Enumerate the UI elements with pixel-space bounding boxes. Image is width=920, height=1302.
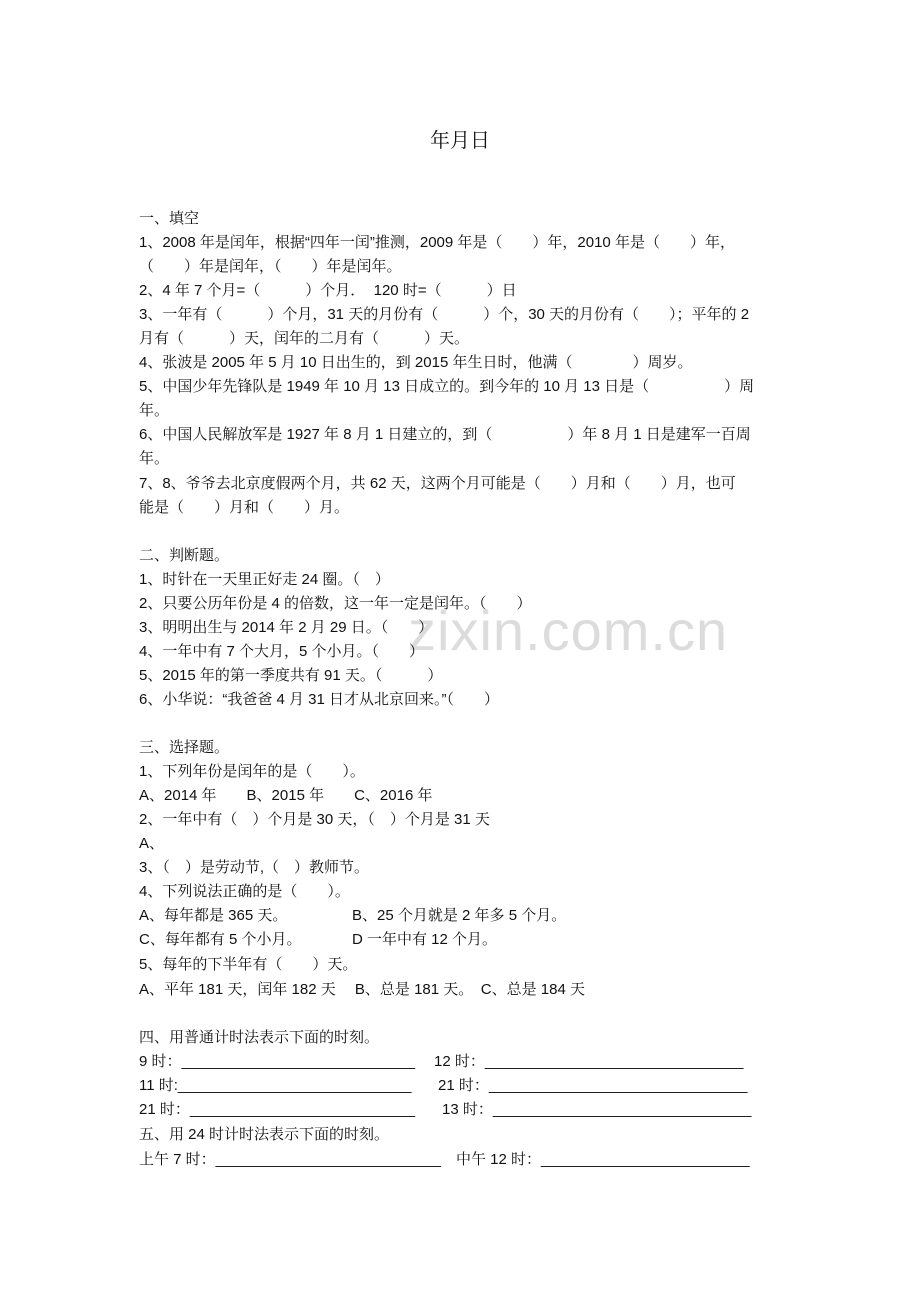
time-blank: 11 时:____________________________ xyxy=(139,1077,412,1094)
question-text: 4、张波是 2005 年 5 月 10 日出生的，到 2015 年生日时，他满（ ）周岁。 xyxy=(139,354,693,371)
time-blank: 12 时：_______________________________ xyxy=(434,1053,744,1070)
question-text: 年。 xyxy=(139,402,170,419)
question-text: 7、8、爷爷去北京度假两个月，共 62 天，这两个月可能是（ ）月和（ ）月，也可 xyxy=(139,475,736,492)
time-blank: 21 时：_______________________________ xyxy=(438,1077,748,1094)
page-title: 年月日 xyxy=(430,130,490,152)
question-text: 年。 xyxy=(139,450,170,467)
section-heading: 五、用 24 时计时法表示下面的时刻。 xyxy=(139,1126,390,1143)
section-heading: 四、用普通计时法表示下面的时刻。 xyxy=(139,1029,380,1046)
section-heading: 二、判断题。 xyxy=(139,547,230,564)
question-text: 4、下列说法正确的是（ ）。 xyxy=(139,883,350,900)
question-text: 1、下列年份是闰年的是（ ）。 xyxy=(139,763,365,780)
time-blank: 9 时：____________________________ xyxy=(139,1053,416,1070)
section-heading: 一、填空 xyxy=(139,210,200,227)
question-text: 5、每年的下半年有（ ）天。 xyxy=(139,956,358,973)
section-heading: 三、选择题。 xyxy=(139,739,230,756)
judgement-item: 2、只要公历年份是 4 的倍数，这一年一定是闰年。（ ） xyxy=(139,595,532,612)
question-text: 月有（ ）天，闰年的二月有（ ）天。 xyxy=(139,330,470,347)
time-blank: 21 时：___________________________ xyxy=(139,1101,416,1118)
choice-option: D 一年中有 12 个月。 xyxy=(352,931,498,948)
time-blank: 13 时：_______________________________ xyxy=(442,1101,752,1118)
judgement-item: 6、小华说：“我爸爸 4 月 31 日才从北京回来。”（ ） xyxy=(139,691,500,708)
choice-options: A、平年 181 天，闰年 182 天 B、总是 181 天。 C、总是 184 天 xyxy=(139,981,585,998)
judgement-item: 4、一年中有 7 个大月，5 个小月。（ ） xyxy=(139,643,425,660)
judgement-item: 5、2015 年的第一季度共有 91 天。（ ） xyxy=(139,667,443,684)
judgement-item: 1、时针在一天里正好走 24 圈。（ ） xyxy=(139,571,390,588)
question-text: 2、4 年 7 个月=（ ）个月． 120 时=（ ）日 xyxy=(139,282,517,299)
question-text: 3、（ ）是劳动节,（ ）教师节。 xyxy=(139,859,370,876)
question-text: （ ）年是闰年，（ ）年是闰年。 xyxy=(139,258,402,275)
question-text: 能是（ ）月和（ ）月。 xyxy=(139,499,350,516)
watermark: zixin.com.cn xyxy=(408,599,729,662)
question-text: 6、中国人民解放军是 1927 年 8 月 1 日建立的，到（ ）年 8 月 1 日是建军一百周 xyxy=(139,426,751,443)
choice-options: A、 xyxy=(139,835,165,852)
choice-option: A、每年都是 365 天。 xyxy=(139,907,288,924)
choice-option: B、25 个月就是 2 年多 5 个月。 xyxy=(352,907,567,924)
question-text: 3、一年有（ ）个月，31 天的月份有（ ）个，30 天的月份有（ ）；平年的 2 xyxy=(139,306,750,323)
question-text: 1、2008 年是闰年，根据“四年一闰”推测，2009 年是（ ）年，2010 年是（ ）年， xyxy=(139,234,735,251)
question-text: 5、中国少年先锋队是 1949 年 10 月 13 日成立的。到今年的 10 月 13 日是（ ）周 xyxy=(139,378,755,395)
choice-options: A、2014 年 B、2015 年 C、2016 年 xyxy=(139,787,433,804)
time-blank: 中午 12 时：_________________________ xyxy=(456,1151,750,1168)
question-text: 2、一年中有（ ）个月是 30 天，（ ）个月是 31 天 xyxy=(139,811,490,828)
judgement-item: 3、明明出生与 2014 年 2 月 29 日。（ ） xyxy=(139,619,434,636)
time-blank: 上午 7 时：___________________________ xyxy=(139,1151,441,1168)
choice-option: C、每年都有 5 个小月。 xyxy=(139,931,302,948)
